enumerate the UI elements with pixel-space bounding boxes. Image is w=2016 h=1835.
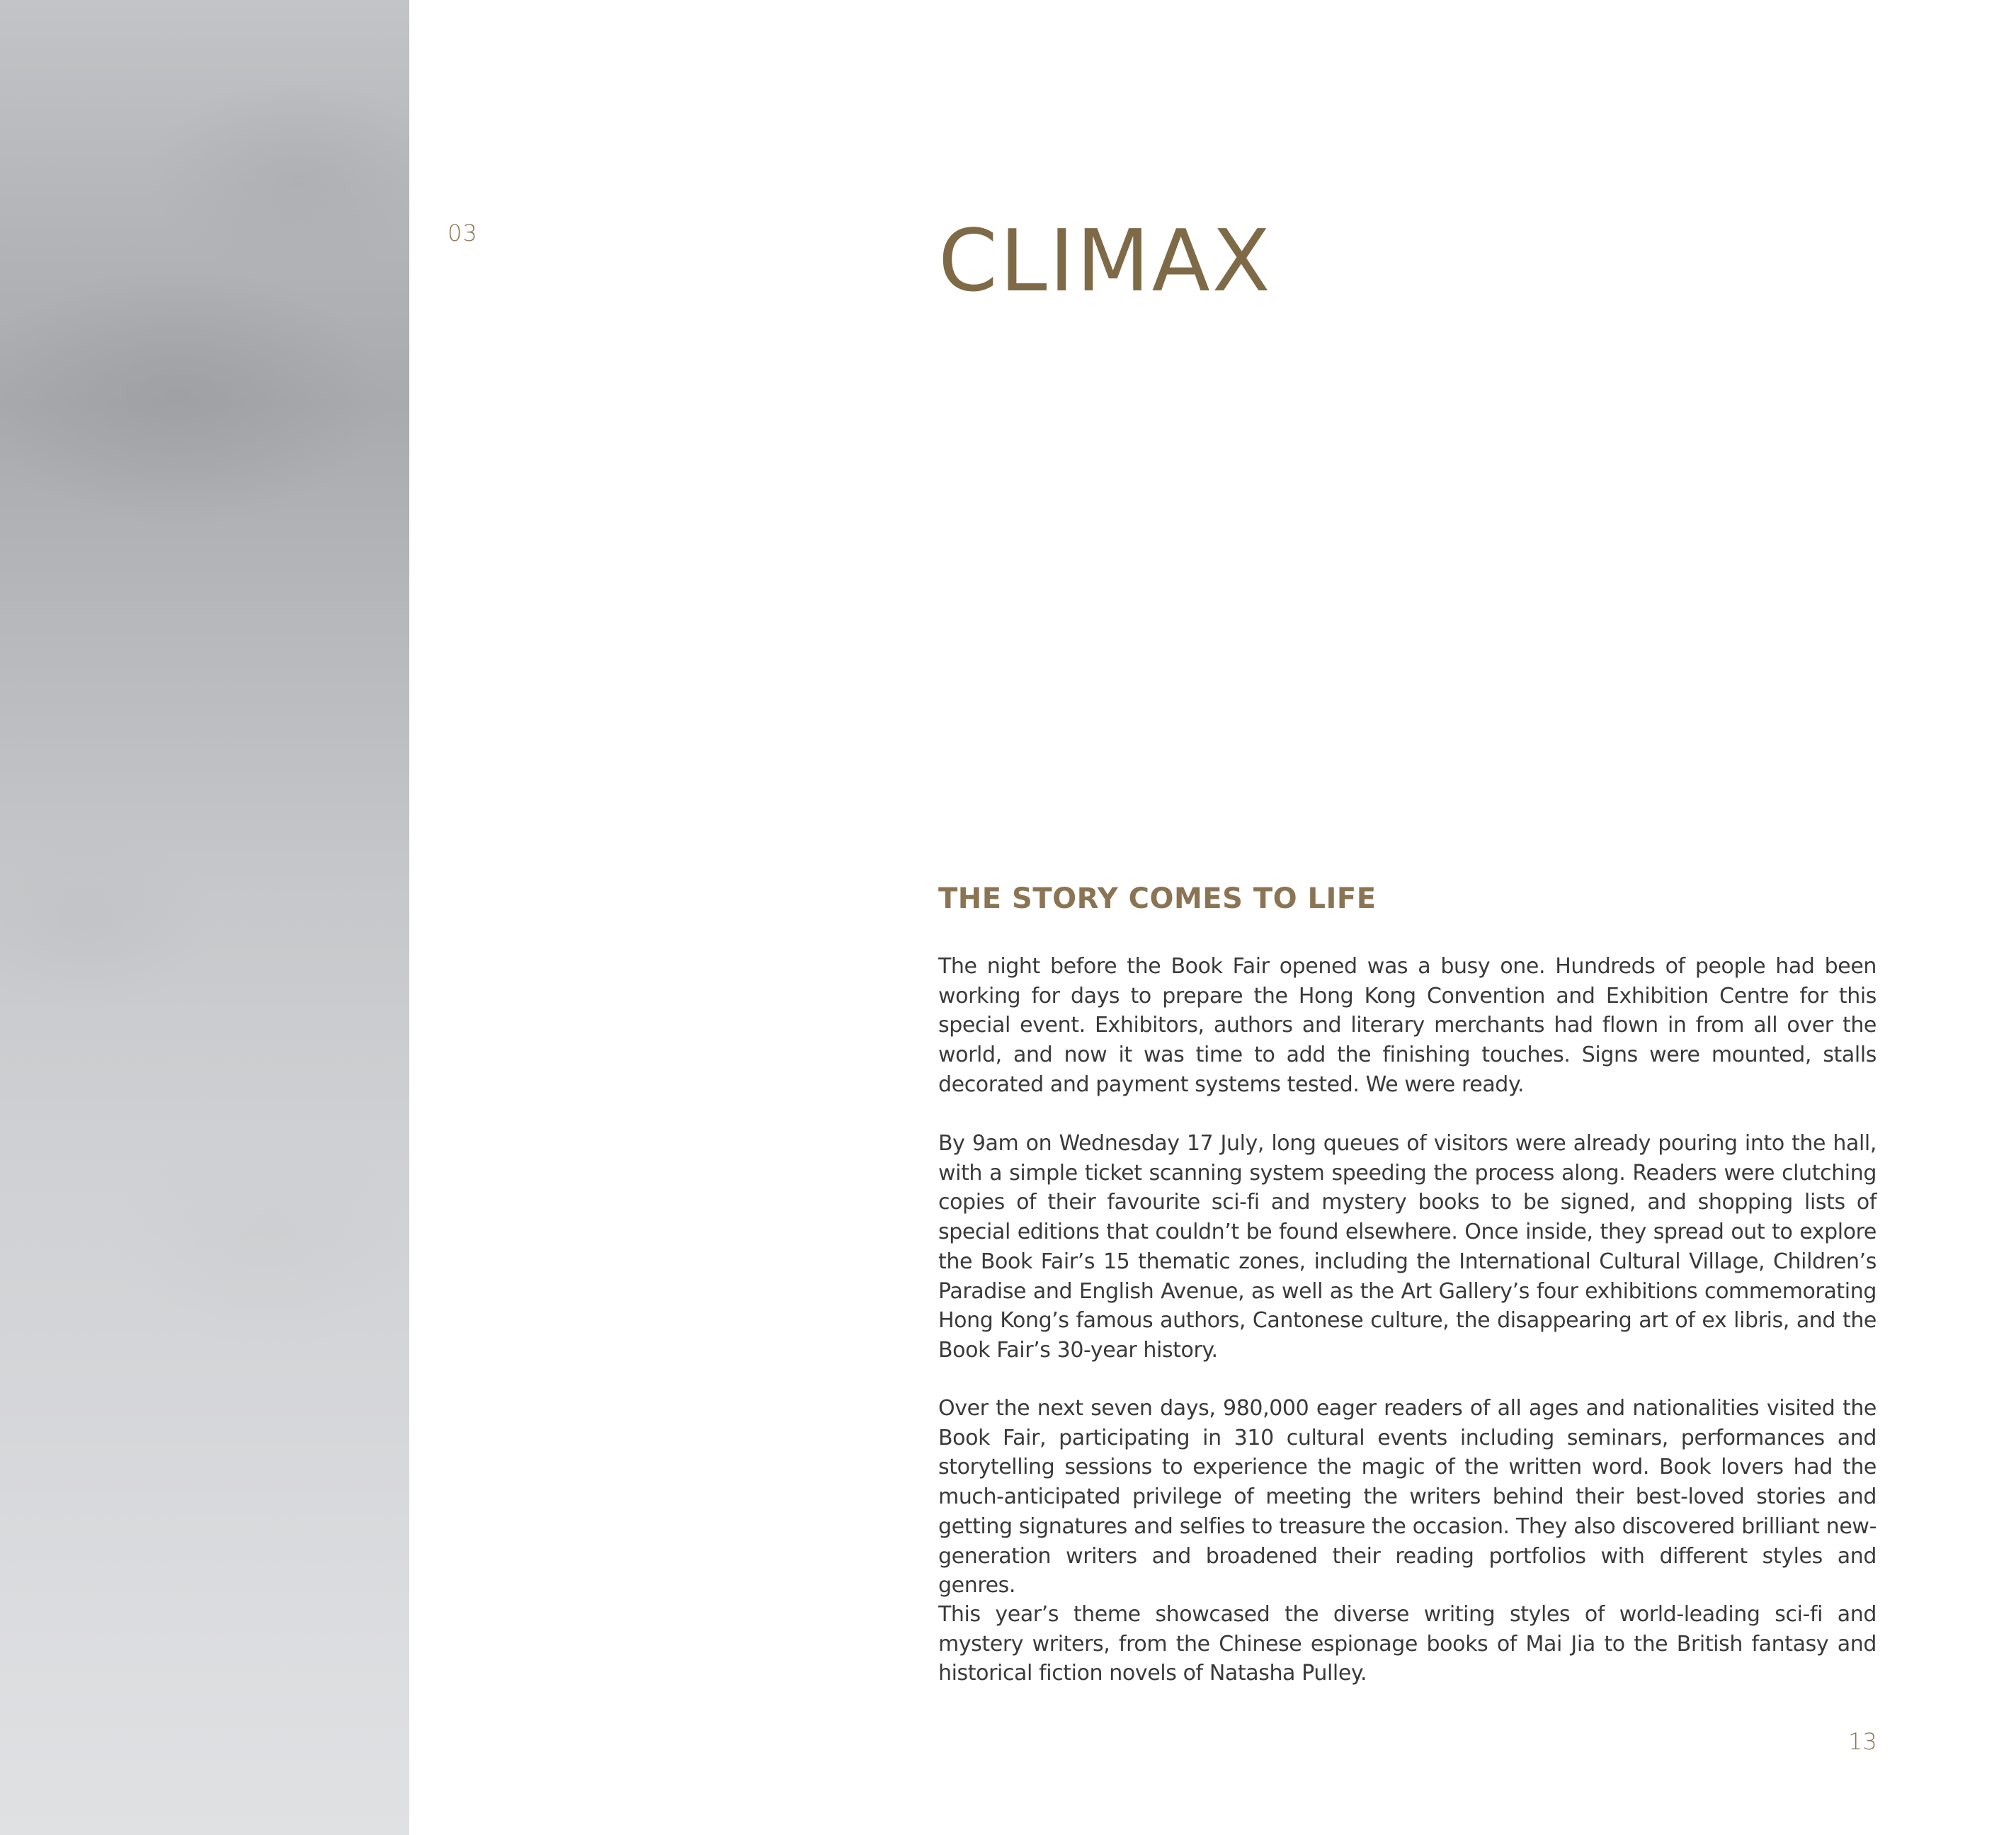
side-photo-panel [0, 0, 409, 1835]
body-paragraph: This year’s theme showcased the diverse writing styles of world-leading sci-fi and mystery writers, from the Chinese espionage books of Mai Jia to the British fantasy and historical fiction novels of Natasha Pulley. [938, 1602, 1877, 1686]
section-heading: THE STORY COMES TO LIFE [938, 882, 1377, 915]
chapter-number: 03 [448, 220, 478, 246]
body-paragraph: The night before the Book Fair opened was a busy one. Hundreds of people had been working for days to prepare the Hong Kong Convention and Exhibition Centre for this special event. Exhibitors, authors and literary merchants had flown in from all over the world, and now it was time to add the finishing touches. Signs were mounted, stalls decorated and payment systems tested. We were ready. [938, 954, 1877, 1097]
body-paragraph: Over the next seven days, 980,000 eager readers of all ages and nationalities visited the Book Fair, participating in 310 cultural events including seminars, performances and storytelling sessions to experience the magic of the written word. Book lovers had the much-anticipated privilege of meeting the writers behind their best-loved stories and getting signatures and selfies to treasure the occasion. They also discovered brilliant new-generation writers and broadened their reading portfolios with different styles and genres. [938, 1396, 1877, 1598]
body-paragraph: By 9am on Wednesday 17 July, long queues of visitors were already pouring into the hall, with a simple ticket scanning system speeding the process along. Readers were clutching copies of their favourite sci-fi and mystery books to be signed, and shopping lists of special editions that couldn’t be found elsewhere. Once inside, they spread out to explore the Book Fair’s 15 thematic zones, including the International Cultural Village, Children’s Paradise and English Avenue, as well as the Art Gallery’s four exhibitions commemorating Hong Kong’s famous authors, Cantonese culture, the disappearing art of ex libris, and the Book Fair’s 30-year history. [938, 1131, 1877, 1363]
page-number: 13 [1848, 1728, 1877, 1755]
chapter-title: CLIMAX [938, 212, 1272, 311]
